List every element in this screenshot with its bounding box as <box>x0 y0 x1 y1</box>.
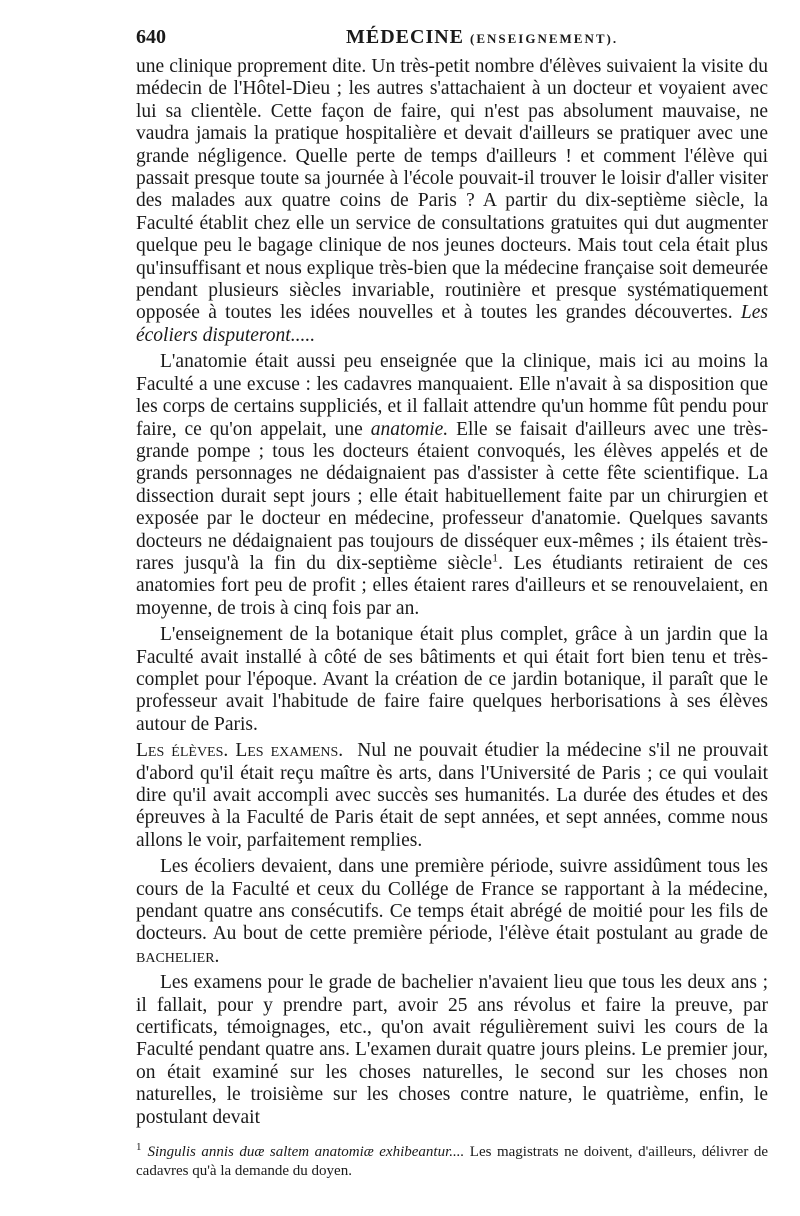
footnote <box>136 1143 768 1181</box>
footnote-text: Les magistrats ne doivent, d'ailleurs, délivrer de cadavres qu'à la demande du doyen. <box>136 1144 769 1179</box>
section-heading: Les élèves. Les examens. <box>136 740 344 762</box>
paragraph-text: Elle se faisait d'ailleurs avec une très-grande pompe ; tous les docteurs étaient convoqués, les élèves appelés et de grands personnages ne dédaignaient pas d'assister à cette fête scientifique. La dissection durait sept jours ; elle était habituellement faite par un chirurgien et exposée par le docteur en médecine, professeur d'anatomie. Quelques savants docteurs ne dédaignaient pas toujours de disséquer eux-mêmes ; ils étaient très-rares jusqu'à la fin du dix-septième siècle <box>136 418 769 574</box>
running-head <box>346 26 618 49</box>
paragraph-eleves <box>136 740 768 852</box>
page-number: 640 <box>136 26 166 48</box>
paragraph-examens <box>136 972 768 1129</box>
paragraph-text: L'enseignement de la botanique était plus complet, grâce à un jardin que la Faculté avait installé à côté de ses bâtiments et qui était fort bien tenu et très-complet pour l'époque. Avant la création de ce jardin botanique, il paraît que le professeur avait l'habitude de faire faire quelques herborisations à ses élèves autour de Paris. <box>136 624 768 735</box>
small-caps-term: bachelier. <box>136 945 220 967</box>
paragraph-anatomie <box>136 351 768 620</box>
paragraph-text: Nul ne pouvait étudier la médecine s'il ne prouvait d'abord qu'il était reçu maître ès arts, dans l'Université de Paris ; ce qui voulait dire qu'il avait accompli avec succès ses humanités. La durée des études et des épreuves à la Faculté de Paris était de sept années, et sept années, comme nous allons le voir, parfaitement remplies. <box>136 740 768 851</box>
page-header <box>136 26 760 56</box>
italic-quote: Les écoliers disputeront..... <box>136 302 769 346</box>
footnote-reference: 1 <box>492 550 499 565</box>
paragraph-text: . Les étudiants retiraient de ces anatomies fort peu de profit ; elles étaient rares d'ailleurs et se renouvelaient, en moyenne, de trois à cinq fois par an. <box>136 552 769 619</box>
paragraph-text: une clinique proprement dite. Un très-petit nombre d'élèves suivaient la visite du médecin de l'Hôtel-Dieu ; les autres s'attachaient à un docteur et voyaient avec lui sa clientèle. Cette façon de faire, qui n'est pas absolument mauvaise, ne vaudra jamais la pratique hospitalière et devait d'ailleurs se pratiquer avec une grande négligence. Quelle perte de temps d'ailleurs ! et comment l'élève qui passait presque toute sa journée à l'école pouvait-il trouver le loisir d'aller visiter des malades aux quatre coins de Paris ? A partir du dix-septième siècle, la Faculté établit chez elle un service de consultations gratuites qui dut augmenter quelque peu le bagage clinique de nos jeunes docteurs. Mais tout cela était plus qu'insuffisant et nous explique très-bien que la médecine française soit demeurée pendant plusieurs siècles invariable, routinière et presque systématiquement opposée à toutes les idées nouvelles et à toutes les grandes découvertes. <box>136 56 768 324</box>
running-title: MÉDECINE <box>346 26 465 48</box>
paragraph-ecoliers <box>136 856 768 968</box>
footnote-latin-quote: Singulis annis duæ saltem anatomiæ exhibeantur.... <box>147 1144 465 1160</box>
paragraph-clinique <box>136 56 768 347</box>
body-text <box>136 56 768 1129</box>
running-subtitle: (ENSEIGNEMENT). <box>470 31 619 46</box>
italic-term: anatomie. <box>370 418 449 440</box>
footnote-number: 1 <box>136 1141 142 1153</box>
paragraph-text: Les écoliers devaient, dans une première période, suivre assidûment tous les cours de la Faculté et ceux du Collége de France se rapportant à la médecine, pendant quatre ans consécutifs. Ce temps était abrégé de moitié pour les fils de docteurs. Au bout de cette première période, l'élève était postulant au grade de <box>136 856 768 945</box>
paragraph-text: L'anatomie était aussi peu enseignée que la clinique, mais ici au moins la Faculté a une excuse : les cadavres manquaient. Elle n'avait à sa disposition que les corps de certains suppliciés, et il fallait attendre qu'un homme fût pendu pour faire, ce qu'on appelait, une <box>136 351 768 440</box>
paragraph-botanique <box>136 624 768 736</box>
paragraph-text: Les examens pour le grade de bachelier n'avaient lieu que tous les deux ans ; il fallait, pour y prendre part, avoir 25 ans révolus et faire la preuve, par certificats, témoignages, etc., qu'on avait régulièrement suivi les cours de la Faculté pendant quatre ans. L'examen durait quatre jours pleins. Le premier jour, on était examiné sur les choses naturelles, le second sur les choses non naturelles, le troisième sur les choses contre nature, le quatrième, enfin, le postulant devait <box>136 972 768 1128</box>
